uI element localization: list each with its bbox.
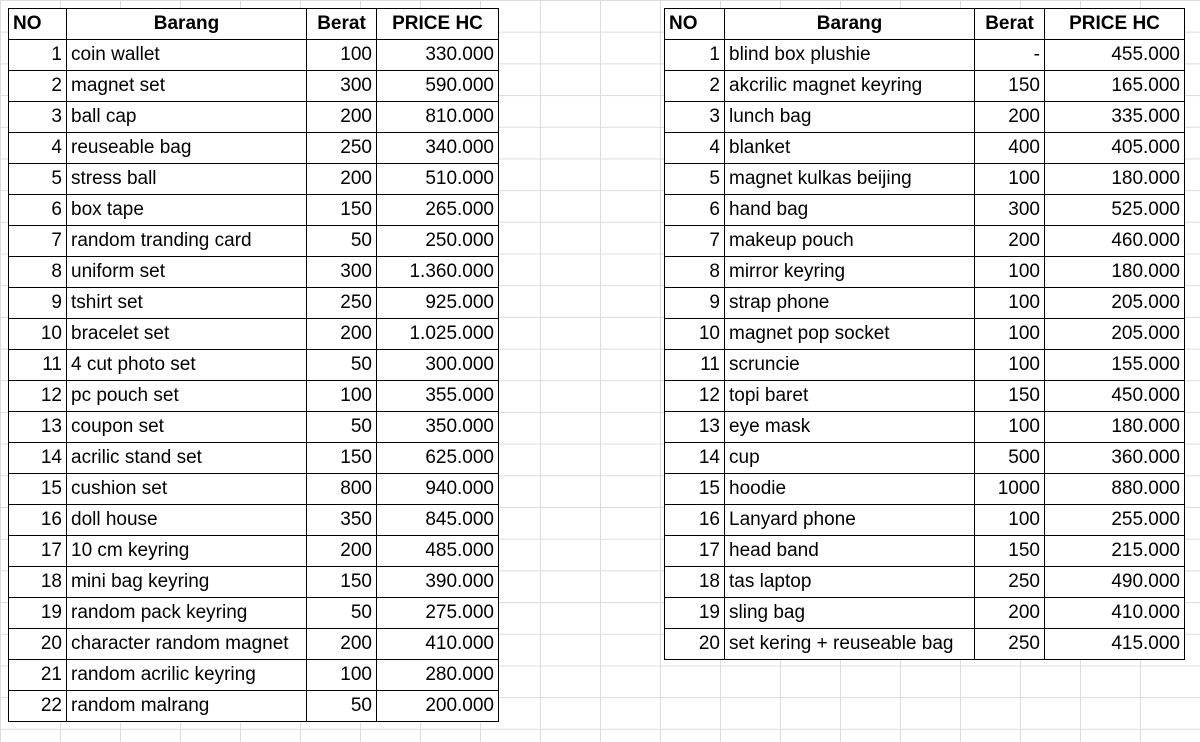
table-row <box>9 474 499 505</box>
cell-price[interactable]: 205.000 <box>1045 288 1185 319</box>
cell-price[interactable]: 250.000 <box>377 226 499 257</box>
cell-weight[interactable]: 150 <box>307 195 377 226</box>
table-row <box>9 443 499 474</box>
cell-no[interactable]: 9 <box>665 288 725 319</box>
cell-no[interactable]: 7 <box>9 226 67 257</box>
cell-item[interactable]: magnet set <box>67 71 307 102</box>
cell-item[interactable]: bracelet set <box>67 319 307 350</box>
cell-no[interactable]: 6 <box>665 195 725 226</box>
cell-item[interactable]: ball cap <box>67 102 307 133</box>
cell-item[interactable]: uniform set <box>67 257 307 288</box>
table-row <box>665 288 1185 319</box>
cell-weight[interactable]: 200 <box>307 629 377 660</box>
header-row <box>9 9 499 40</box>
cell-price[interactable]: 180.000 <box>1045 412 1185 443</box>
cell-no[interactable]: 17 <box>665 536 725 567</box>
table-row <box>665 195 1185 226</box>
cell-weight[interactable]: 100 <box>975 288 1045 319</box>
cell-price[interactable]: 330.000 <box>377 40 499 71</box>
cell-no[interactable]: 15 <box>665 474 725 505</box>
cell-weight[interactable]: 1000 <box>975 474 1045 505</box>
table-row <box>9 691 499 722</box>
cell-weight[interactable]: 50 <box>307 226 377 257</box>
cell-price[interactable]: 300.000 <box>377 350 499 381</box>
header-weight[interactable]: Berat <box>307 9 377 40</box>
table-row <box>9 40 499 71</box>
table-row <box>9 288 499 319</box>
cell-item[interactable]: tshirt set <box>67 288 307 319</box>
cell-weight[interactable]: 50 <box>307 412 377 443</box>
cell-item[interactable]: acrilic stand set <box>67 443 307 474</box>
cell-item[interactable]: random acrilic keyring <box>67 660 307 691</box>
cell-weight[interactable]: 250 <box>975 567 1045 598</box>
cell-item[interactable]: coupon set <box>67 412 307 443</box>
cell-weight[interactable]: 100 <box>975 350 1045 381</box>
table-row <box>9 164 499 195</box>
left-price-table <box>8 8 499 722</box>
cell-item[interactable]: random tranding card <box>67 226 307 257</box>
cell-item[interactable]: cushion set <box>67 474 307 505</box>
cell-price[interactable]: 880.000 <box>1045 474 1185 505</box>
header-item[interactable]: Barang <box>725 9 975 40</box>
cell-weight[interactable]: 200 <box>307 319 377 350</box>
cell-item[interactable]: lunch bag <box>725 102 975 133</box>
cell-item[interactable]: eye mask <box>725 412 975 443</box>
cell-weight[interactable]: 100 <box>307 40 377 71</box>
table-row <box>665 226 1185 257</box>
cell-no[interactable]: 16 <box>665 505 725 536</box>
cell-price[interactable]: 390.000 <box>377 567 499 598</box>
cell-no[interactable]: 18 <box>665 567 725 598</box>
cell-no[interactable]: 2 <box>9 71 67 102</box>
cell-weight[interactable]: 100 <box>975 412 1045 443</box>
table-row <box>9 660 499 691</box>
cell-item[interactable]: set kering + reuseable bag <box>725 629 975 660</box>
table-row <box>9 412 499 443</box>
table-row <box>665 40 1185 71</box>
cell-price[interactable]: 205.000 <box>1045 319 1185 350</box>
cell-price[interactable]: 625.000 <box>377 443 499 474</box>
cell-no[interactable]: 18 <box>9 567 67 598</box>
cell-no[interactable]: 8 <box>665 257 725 288</box>
cell-no[interactable]: 19 <box>9 598 67 629</box>
cell-no[interactable]: 14 <box>665 443 725 474</box>
cell-item[interactable]: blind box plushie <box>725 40 975 71</box>
cell-weight[interactable]: 350 <box>307 505 377 536</box>
cell-weight[interactable]: 100 <box>975 257 1045 288</box>
cell-weight[interactable]: 500 <box>975 443 1045 474</box>
cell-price[interactable]: 405.000 <box>1045 133 1185 164</box>
cell-weight[interactable]: 300 <box>307 71 377 102</box>
cell-price[interactable]: 350.000 <box>377 412 499 443</box>
cell-price[interactable]: 410.000 <box>1045 598 1185 629</box>
cell-item[interactable]: mini bag keyring <box>67 567 307 598</box>
cell-weight[interactable]: 150 <box>975 71 1045 102</box>
cell-no[interactable]: 11 <box>9 350 67 381</box>
cell-weight[interactable]: 250 <box>307 133 377 164</box>
cell-price[interactable]: 200.000 <box>377 691 499 722</box>
cell-item[interactable]: blanket <box>725 133 975 164</box>
cell-price[interactable]: 355.000 <box>377 381 499 412</box>
cell-no[interactable]: 11 <box>665 350 725 381</box>
cell-price[interactable]: 455.000 <box>1045 40 1185 71</box>
cell-no[interactable]: 17 <box>9 536 67 567</box>
table-row <box>665 319 1185 350</box>
cell-price[interactable]: 510.000 <box>377 164 499 195</box>
header-price[interactable]: PRICE HC <box>1045 9 1185 40</box>
header-row <box>665 9 1185 40</box>
cell-price[interactable]: 490.000 <box>1045 567 1185 598</box>
table-row <box>9 319 499 350</box>
cell-item[interactable]: topi baret <box>725 381 975 412</box>
table-row <box>665 536 1185 567</box>
cell-item[interactable]: mirror keyring <box>725 257 975 288</box>
cell-item[interactable]: coin wallet <box>67 40 307 71</box>
table-row <box>665 381 1185 412</box>
cell-no[interactable]: 10 <box>9 319 67 350</box>
cell-price[interactable]: 415.000 <box>1045 629 1185 660</box>
header-no[interactable]: NO <box>9 9 67 40</box>
table-row <box>9 381 499 412</box>
cell-no[interactable]: 9 <box>9 288 67 319</box>
table-row <box>9 598 499 629</box>
right-price-table <box>664 8 1185 660</box>
cell-price[interactable]: 265.000 <box>377 195 499 226</box>
cell-item[interactable]: akcrilic magnet keyring <box>725 71 975 102</box>
cell-price[interactable]: 810.000 <box>377 102 499 133</box>
cell-price[interactable]: 1.360.000 <box>377 257 499 288</box>
table-row <box>9 226 499 257</box>
cell-price[interactable]: 215.000 <box>1045 536 1185 567</box>
cell-price[interactable]: 165.000 <box>1045 71 1185 102</box>
cell-price[interactable]: 525.000 <box>1045 195 1185 226</box>
cell-weight[interactable]: 50 <box>307 350 377 381</box>
table-row <box>665 474 1185 505</box>
table-row <box>665 412 1185 443</box>
cell-no[interactable]: 15 <box>9 474 67 505</box>
table-row <box>9 536 499 567</box>
table-row <box>665 133 1185 164</box>
cell-price[interactable]: 925.000 <box>377 288 499 319</box>
cell-weight[interactable]: 100 <box>307 660 377 691</box>
cell-price[interactable]: 460.000 <box>1045 226 1185 257</box>
cell-price[interactable]: 940.000 <box>377 474 499 505</box>
cell-price[interactable]: 450.000 <box>1045 381 1185 412</box>
cell-no[interactable]: 12 <box>9 381 67 412</box>
cell-item[interactable]: head band <box>725 536 975 567</box>
cell-no[interactable]: 8 <box>9 257 67 288</box>
cell-weight[interactable]: 200 <box>975 598 1045 629</box>
table-row <box>9 102 499 133</box>
table-row <box>665 350 1185 381</box>
cell-no[interactable]: 22 <box>9 691 67 722</box>
cell-item[interactable]: 10 cm keyring <box>67 536 307 567</box>
table-row <box>665 443 1185 474</box>
cell-item[interactable]: doll house <box>67 505 307 536</box>
cell-weight[interactable]: 250 <box>975 629 1045 660</box>
table-row <box>9 133 499 164</box>
cell-weight[interactable]: 200 <box>975 102 1045 133</box>
cell-price[interactable]: 280.000 <box>377 660 499 691</box>
left-table-body <box>9 40 499 722</box>
cell-item[interactable]: Lanyard phone <box>725 505 975 536</box>
cell-weight[interactable]: 150 <box>307 443 377 474</box>
cell-weight[interactable]: - <box>975 40 1045 71</box>
cell-price[interactable]: 335.000 <box>1045 102 1185 133</box>
cell-weight[interactable]: 100 <box>975 505 1045 536</box>
cell-item[interactable]: sling bag <box>725 598 975 629</box>
cell-no[interactable]: 16 <box>9 505 67 536</box>
table-row <box>665 629 1185 660</box>
cell-no[interactable]: 20 <box>9 629 67 660</box>
cell-no[interactable]: 2 <box>665 71 725 102</box>
cell-price[interactable]: 410.000 <box>377 629 499 660</box>
cell-weight[interactable]: 50 <box>307 598 377 629</box>
cell-item[interactable]: character random magnet <box>67 629 307 660</box>
table-row <box>9 629 499 660</box>
cell-no[interactable]: 5 <box>9 164 67 195</box>
cell-price[interactable]: 485.000 <box>377 536 499 567</box>
cell-weight[interactable]: 250 <box>307 288 377 319</box>
cell-weight[interactable]: 300 <box>975 195 1045 226</box>
table-row <box>665 567 1185 598</box>
cell-item[interactable]: cup <box>725 443 975 474</box>
cell-price[interactable]: 1.025.000 <box>377 319 499 350</box>
cell-item[interactable]: scruncie <box>725 350 975 381</box>
table-row <box>9 71 499 102</box>
header-weight[interactable]: Berat <box>975 9 1045 40</box>
cell-no[interactable]: 14 <box>9 443 67 474</box>
cell-weight[interactable]: 100 <box>975 319 1045 350</box>
cell-weight[interactable]: 50 <box>307 691 377 722</box>
table-row <box>665 257 1185 288</box>
right-table-body <box>665 40 1185 660</box>
cell-price[interactable]: 275.000 <box>377 598 499 629</box>
cell-weight[interactable]: 100 <box>975 164 1045 195</box>
cell-price[interactable]: 180.000 <box>1045 257 1185 288</box>
cell-weight[interactable]: 200 <box>975 226 1045 257</box>
cell-no[interactable]: 12 <box>665 381 725 412</box>
table-row <box>665 71 1185 102</box>
cell-price[interactable]: 180.000 <box>1045 164 1185 195</box>
cell-no[interactable]: 13 <box>665 412 725 443</box>
table-row <box>9 195 499 226</box>
table-row <box>9 257 499 288</box>
cell-no[interactable]: 10 <box>665 319 725 350</box>
cell-item[interactable]: pc pouch set <box>67 381 307 412</box>
cell-item[interactable]: hand bag <box>725 195 975 226</box>
cell-item[interactable]: magnet pop socket <box>725 319 975 350</box>
cell-item[interactable]: random pack keyring <box>67 598 307 629</box>
cell-item[interactable]: 4 cut photo set <box>67 350 307 381</box>
cell-weight[interactable]: 200 <box>307 102 377 133</box>
cell-weight[interactable]: 150 <box>975 381 1045 412</box>
cell-weight[interactable]: 300 <box>307 257 377 288</box>
cell-item[interactable]: reuseable bag <box>67 133 307 164</box>
table-row <box>665 505 1185 536</box>
cell-no[interactable]: 20 <box>665 629 725 660</box>
cell-item[interactable]: makeup pouch <box>725 226 975 257</box>
cell-weight[interactable]: 200 <box>307 164 377 195</box>
cell-no[interactable]: 4 <box>9 133 67 164</box>
cell-item[interactable]: tas laptop <box>725 567 975 598</box>
cell-item[interactable]: random malrang <box>67 691 307 722</box>
cell-no[interactable]: 4 <box>665 133 725 164</box>
cell-no[interactable]: 21 <box>9 660 67 691</box>
cell-weight[interactable]: 400 <box>975 133 1045 164</box>
cell-no[interactable]: 7 <box>665 226 725 257</box>
cell-price[interactable]: 590.000 <box>377 71 499 102</box>
cell-weight[interactable]: 150 <box>975 536 1045 567</box>
cell-no[interactable]: 1 <box>9 40 67 71</box>
header-no[interactable]: NO <box>665 9 725 40</box>
cell-no[interactable]: 6 <box>9 195 67 226</box>
cell-price[interactable]: 255.000 <box>1045 505 1185 536</box>
table-row <box>665 102 1185 133</box>
cell-item[interactable]: box tape <box>67 195 307 226</box>
table-row <box>665 598 1185 629</box>
header-price[interactable]: PRICE HC <box>377 9 499 40</box>
table-row <box>665 164 1185 195</box>
cell-item[interactable]: hoodie <box>725 474 975 505</box>
cell-no[interactable]: 1 <box>665 40 725 71</box>
cell-weight[interactable]: 100 <box>307 381 377 412</box>
table-row <box>9 567 499 598</box>
cell-no[interactable]: 19 <box>665 598 725 629</box>
cell-weight[interactable]: 800 <box>307 474 377 505</box>
table-row <box>9 505 499 536</box>
table-row <box>9 350 499 381</box>
cell-price[interactable]: 155.000 <box>1045 350 1185 381</box>
cell-no[interactable]: 3 <box>665 102 725 133</box>
header-item[interactable]: Barang <box>67 9 307 40</box>
cell-item[interactable]: stress ball <box>67 164 307 195</box>
cell-no[interactable]: 5 <box>665 164 725 195</box>
cell-no[interactable]: 13 <box>9 412 67 443</box>
cell-price[interactable]: 360.000 <box>1045 443 1185 474</box>
cell-weight[interactable]: 200 <box>307 536 377 567</box>
cell-weight[interactable]: 150 <box>307 567 377 598</box>
cell-price[interactable]: 340.000 <box>377 133 499 164</box>
cell-price[interactable]: 845.000 <box>377 505 499 536</box>
cell-item[interactable]: magnet kulkas beijing <box>725 164 975 195</box>
cell-no[interactable]: 3 <box>9 102 67 133</box>
cell-item[interactable]: strap phone <box>725 288 975 319</box>
